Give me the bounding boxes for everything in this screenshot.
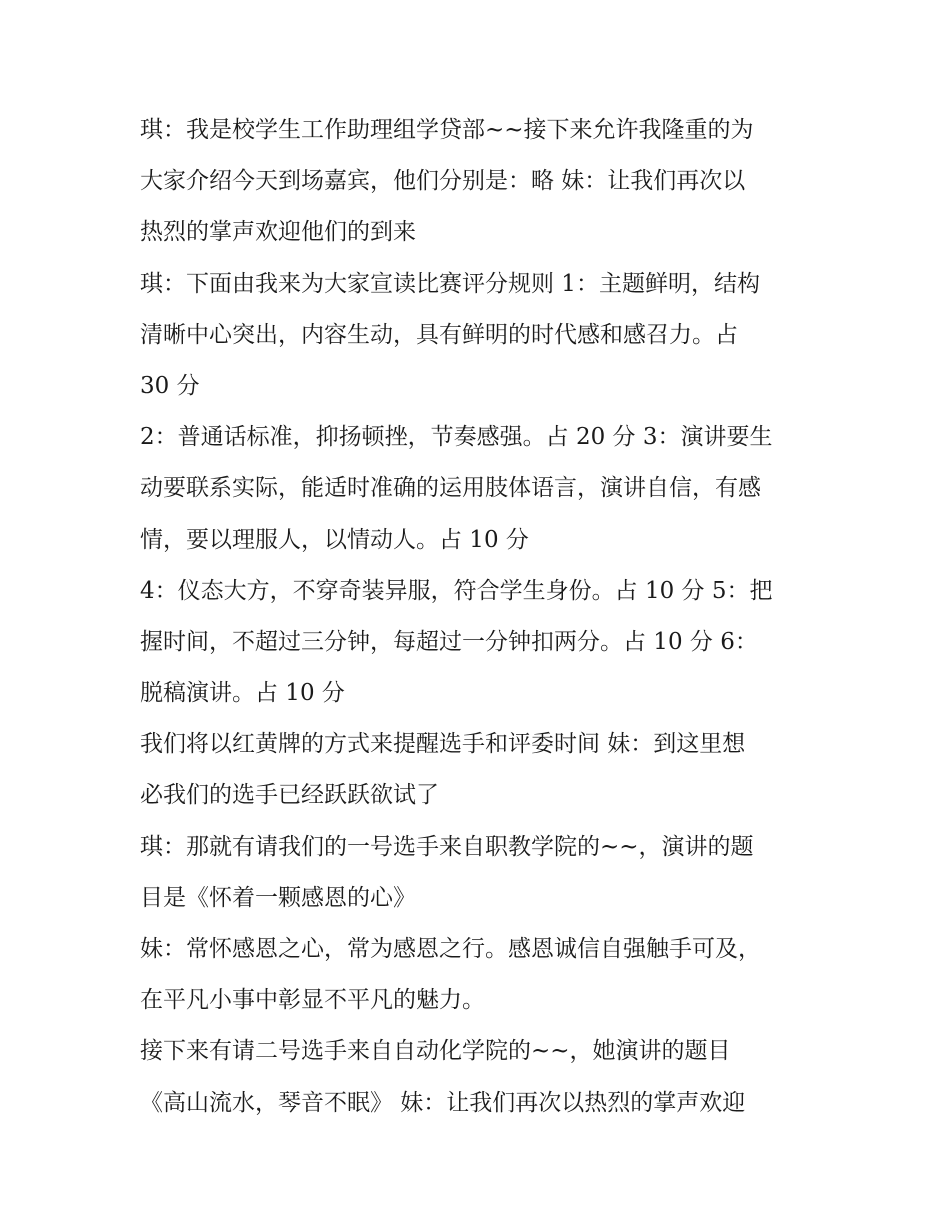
text-line: 我们将以红黄牌的方式来提醒选手和评委时间 妹：到这里想 [140, 731, 746, 758]
text-line: 2：普通话标准，抑扬顿挫，节奏感强。占 20 分 3：演讲要生 [140, 424, 773, 451]
text-line: 4：仪态大方，不穿奇装异服，符合学生身份。占 10 分 5：把 [140, 577, 773, 604]
text-line: 动要联系实际，能适时准确的运用肢体语言，演讲自信，有感 [140, 475, 761, 502]
text-line: 《高山流水，琴音不眠》 妹：让我们再次以热烈的掌声欢迎 [140, 1089, 746, 1116]
text-line: 接下来有请二号选手来自自动化学院的~~，她演讲的题目 [140, 1038, 731, 1065]
text-line: 情，要以理服人，以情动人。占 10 分 [140, 526, 529, 553]
text-line: 琪：那就有请我们的一号选手来自职教学院的~~，演讲的题 [140, 833, 754, 860]
text-line: 妹：常怀感恩之心，常为感恩之行。感恩诚信自强触手可及， [140, 936, 761, 962]
text-line: 在平凡小事中彰显不平凡的魅力。 [140, 987, 485, 1014]
text-line: 必我们的选手已经跃跃欲试了 [140, 782, 439, 809]
text-line: 热烈的掌声欢迎他们的到来 [140, 219, 416, 246]
text-line: 30 分 [140, 372, 200, 399]
text-line: 握时间，不超过三分钟，每超过一分钟扣两分。占 10 分 6： [140, 628, 758, 655]
document-body [140, 105, 820, 1129]
text-line: 清晰中心突出，内容生动，具有鲜明的时代感和感召力。占 [140, 321, 738, 348]
text-line: 琪：我是校学生工作助理组学贷部~~接下来允许我隆重的为 [140, 117, 754, 143]
text-line: 脱稿演讲。占 10 分 [140, 680, 345, 707]
text-line: 大家介绍今天到场嘉宾，他们分别是：略 妹：让我们再次以 [140, 168, 746, 195]
text-line: 目是《怀着一颗感恩的心》 [140, 884, 416, 911]
text-line: 琪：下面由我来为大家宣读比赛评分规则 1：主题鲜明，结构 [140, 270, 760, 297]
